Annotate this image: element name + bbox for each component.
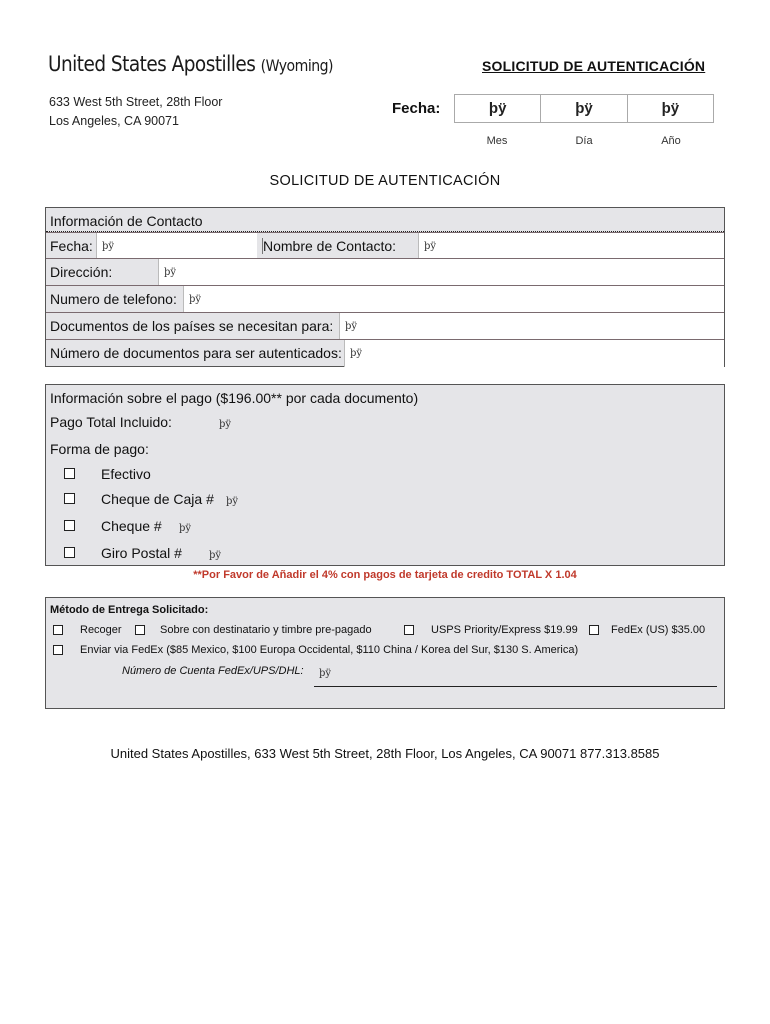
- contact-date-label: Fecha:: [50, 238, 93, 254]
- giro-postal-number-field[interactable]: þÿ: [209, 550, 222, 561]
- section-heading: SOLICITUD DE AUTENTICACIÓN: [269, 173, 501, 189]
- contact-date-value: þÿ: [102, 241, 115, 252]
- phone-value: þÿ: [189, 294, 202, 305]
- fedex-intl-label: Enviar via FedEx ($85 Mexico, $100 Europa Occidental, $110 China / Korea del Sur, $130 S. America): [80, 644, 579, 656]
- account-number-value: þÿ: [319, 668, 332, 679]
- account-number-field[interactable]: [314, 686, 717, 687]
- checkbox-usps[interactable]: [404, 625, 414, 635]
- cheque-number-field[interactable]: þÿ: [179, 523, 192, 534]
- checkbox-efectivo[interactable]: [64, 468, 75, 479]
- contact-name-label: Nombre de Contacto:: [263, 238, 397, 254]
- brand-name: United States Apostilles: [48, 52, 256, 76]
- countries-field[interactable]: [339, 313, 724, 339]
- brand-subtitle: (Wyoming): [260, 56, 333, 75]
- account-number-label: Número de Cuenta FedEx/UPS/DHL:: [122, 665, 304, 677]
- payment-total-label: Pago Total Incluido:: [50, 414, 172, 430]
- address-line-1: 633 West 5th Street, 28th Floor: [49, 95, 223, 109]
- contact-name-field[interactable]: [418, 233, 724, 258]
- checkbox-cheque-caja[interactable]: [64, 493, 75, 504]
- checkbox-giro-postal[interactable]: [64, 547, 75, 558]
- cheque-caja-number-field[interactable]: þÿ: [226, 496, 239, 507]
- contact-section-title: Información de Contacto: [50, 213, 203, 229]
- usps-label: USPS Priority/Express $19.99: [431, 624, 578, 636]
- recoger-label: Recoger: [80, 624, 122, 636]
- contact-row-doc-count: [46, 340, 724, 367]
- fedex-us-label: FedEx (US) $35.00: [611, 624, 706, 636]
- phone-label: Numero de telefono:: [50, 291, 177, 307]
- date-year-label: Año: [661, 135, 681, 147]
- payment-method-label: Forma de pago:: [50, 441, 149, 457]
- contact-name-value: þÿ: [424, 241, 437, 252]
- address-field[interactable]: [158, 259, 724, 285]
- address-line-2: Los Angeles, CA 90071: [49, 114, 179, 128]
- checkbox-fedex-us[interactable]: [589, 625, 599, 635]
- doc-count-value: þÿ: [350, 348, 363, 359]
- checkbox-fedex-intl[interactable]: [53, 645, 63, 655]
- checkbox-sobre[interactable]: [135, 625, 145, 635]
- option-giro-postal-label: Giro Postal #: [101, 545, 182, 561]
- payment-section: [45, 384, 725, 566]
- address-label: Dirección:: [50, 264, 113, 280]
- option-efectivo-label: Efectivo: [101, 466, 151, 482]
- payment-total-field[interactable]: þÿ: [219, 419, 232, 430]
- contact-title-row: [46, 208, 724, 233]
- footer-text: United States Apostilles, 633 West 5th Street, 28th Floor, Los Angeles, CA 90071 877.313.8585: [110, 746, 660, 761]
- contact-row-address: [46, 259, 724, 286]
- date-month-label: Mes: [486, 135, 508, 147]
- contact-section: [45, 207, 725, 367]
- divider: [46, 231, 724, 232]
- checkbox-recoger[interactable]: [53, 625, 63, 635]
- doc-count-label: Número de documentos para ser autenticados:: [50, 345, 342, 361]
- form-title: SOLICITUD DE AUTENTICACIÓN: [482, 58, 706, 74]
- countries-label: Documentos de los países se necesitan para:: [50, 318, 334, 334]
- phone-field[interactable]: [183, 286, 724, 312]
- option-cheque-caja-label: Cheque de Caja #: [101, 491, 214, 507]
- sobre-label: Sobre con destinatario y timbre pre-pagado: [160, 624, 372, 636]
- delivery-section: [45, 597, 725, 709]
- checkbox-cheque[interactable]: [64, 520, 75, 531]
- payment-section-title: Información sobre el pago ($196.00** por cada documento): [50, 390, 419, 406]
- date-month-field[interactable]: þÿ: [455, 95, 541, 122]
- date-day-label: Día: [575, 135, 593, 147]
- credit-card-note: **Por Favor de Añadir el 4% con pagos de tarjeta de credito TOTAL X 1.04: [193, 569, 577, 581]
- date-day-field[interactable]: þÿ: [541, 95, 627, 122]
- address-value: þÿ: [164, 267, 177, 278]
- header-date-box: [454, 94, 714, 123]
- header-date-label: Fecha:: [392, 100, 441, 117]
- option-cheque-label: Cheque #: [101, 518, 162, 534]
- delivery-section-title: Método de Entrega Solicitado:: [50, 604, 209, 616]
- contact-row-phone: [46, 286, 724, 313]
- brand-title: [48, 52, 333, 76]
- contact-row-date-name: [46, 233, 724, 259]
- countries-value: þÿ: [345, 321, 358, 332]
- contact-row-countries: [46, 313, 724, 340]
- contact-date-field[interactable]: [96, 233, 257, 258]
- doc-count-field[interactable]: [344, 340, 724, 367]
- date-year-field[interactable]: þÿ: [661, 100, 680, 117]
